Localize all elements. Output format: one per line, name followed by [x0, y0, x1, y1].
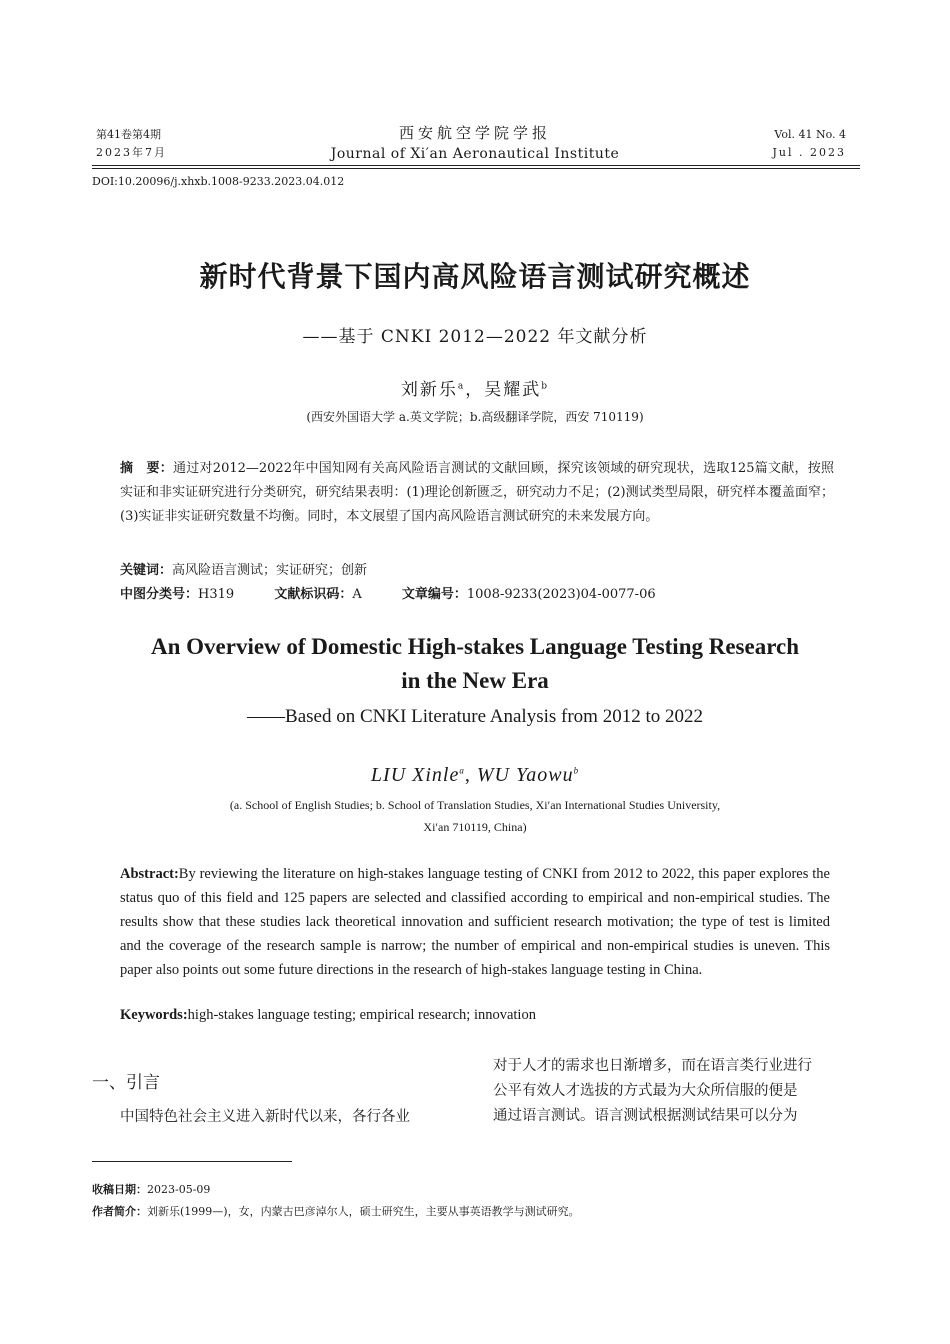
affiliation-en-line1: (a. School of English Studies; b. School of Translation Studies, Xi′an International Studies University,: [229, 798, 721, 812]
affiliation-en-line2: Xi′an 710119, China): [423, 820, 527, 834]
classification-line: [120, 583, 692, 602]
header-volume-issue-cn: 第41卷第4期: [96, 128, 161, 141]
author-1-en-sup: a: [459, 765, 465, 776]
author-1-en: LIU Xinle: [370, 764, 460, 786]
author-1-cn: 刘新乐: [400, 380, 458, 400]
author-bio-value: 刘新乐(1999—)，女，内蒙古巴彦淖尔人，硕士研究生，主要从事英语教学与测试研究。: [147, 1205, 580, 1218]
body-right-line-2: 公平有效人才选拔的方式最为大众所信服的便是: [493, 1083, 798, 1099]
keywords-en-label: Keywords:: [120, 1007, 188, 1023]
body-right-line-1: 对于人才的需求也日渐增多，而在语言类行业进行: [493, 1058, 812, 1074]
subtitle-cn: ——基于 CNKI 2012—2022 年文献分析: [302, 327, 648, 347]
footnote-rule: [92, 1161, 292, 1162]
received-label: 收稿日期：: [92, 1183, 147, 1196]
article-number-label: 文章编号：: [401, 587, 467, 602]
abstract-en-label: Abstract:: [120, 866, 179, 882]
abstract-cn: [120, 457, 834, 529]
body-left-column: 中国特色社会主义进入新时代以来，各行各业: [120, 1109, 410, 1125]
header-date-cn: 2023年7月: [96, 146, 167, 159]
author-separator: ，: [465, 380, 485, 400]
abstract-cn-label: 摘 要：: [120, 461, 174, 476]
received-value: 2023-05-09: [147, 1183, 211, 1196]
affiliation-cn: (西安外国语大学 a.英文学院；b.高级翻译学院，西安 710119): [306, 410, 644, 424]
affiliation-en: [0, 794, 950, 838]
author-en-separator: ,: [464, 764, 477, 786]
doc-code-label: 文献标识码：: [274, 587, 353, 602]
journal-title-cn: 西安航空学院学报: [398, 124, 551, 142]
author-1-sup: a: [457, 381, 466, 392]
author-2-cn: 吴耀武: [484, 380, 542, 400]
header-rule-top: [92, 165, 860, 166]
header-rule-bottom: [92, 168, 860, 169]
author-2-en-sup: b: [573, 765, 580, 776]
journal-title-en: Journal of Xi′an Aeronautical Institute: [330, 146, 620, 162]
keywords-cn-label: 关键词：: [120, 563, 173, 578]
keywords-en-text: high-stakes language testing; empirical research; innovation: [187, 1007, 536, 1023]
title-cn: 新时代背景下国内高风险语言测试研究概述: [199, 260, 751, 293]
keywords-en: [120, 1007, 536, 1024]
authors-cn: [0, 375, 950, 400]
title-en-line2: in the New Era: [401, 668, 549, 693]
title-en-line1: An Overview of Domestic High-stakes Language Testing Research: [150, 634, 800, 659]
body-right-line-3: 通过语言测试。语言测试根据测试结果可以分为: [493, 1108, 798, 1124]
footnote-author: [92, 1203, 580, 1219]
doi: DOI:10.20096/j.xhxb.1008-9233.2023.04.012: [92, 175, 345, 188]
abstract-en: [120, 862, 830, 982]
keywords-cn-text: 高风险语言测试；实证研究；创新: [172, 563, 368, 578]
header-volume-issue-en: Vol. 41 No. 4: [774, 128, 846, 141]
doc-code-value: A: [352, 587, 362, 602]
subtitle-en: ——Based on CNKI Literature Analysis from 2012 to 2022: [247, 706, 703, 727]
author-2-sup: b: [541, 381, 550, 392]
article-number-value: 1008-9233(2023)04-0077-06: [466, 587, 656, 602]
section-heading: 一、引言: [92, 1073, 160, 1093]
abstract-cn-text: 通过对2012—2022年中国知网有关高风险语言测试的文献回顾，探究该领域的研究现状，选取125篇文献，按照实证和非实证研究进行分类研究，研究结果表明：(1)理论创新匮乏，研究动力不足；(2)测试类型局限，研究样本覆盖面窄；(3)实证非实证研究数量不均衡。同时，本文展望了国内高风险语言测试研究的未来发展方向。: [120, 461, 834, 524]
author-2-en: WU Yaowu: [476, 764, 574, 786]
body-right-column: [493, 1054, 861, 1129]
footnote-received: [92, 1181, 210, 1197]
clc-value: H319: [198, 587, 235, 602]
authors-en: [0, 764, 950, 787]
author-bio-label: 作者简介：: [92, 1205, 147, 1218]
keywords-cn: [120, 559, 367, 578]
header-date-en: Jul . 2023: [772, 146, 846, 159]
abstract-en-text: By reviewing the literature on high-stakes language testing of CNKI from 2012 to 2022, this paper explores the status quo of this field and 125 papers are selected and classified according to empirical and non-empirical studies. The results show that these studies lack theoretical innovation and sufficient research motivation; the type of test is limited and the coverage of the research sample is narrow; the number of empirical and non-empirical studies is uneven. This paper also points out some future directions in the research of high-stakes language testing in China.: [120, 866, 830, 978]
title-en: [0, 630, 950, 698]
clc-label: 中图分类号：: [120, 587, 199, 602]
